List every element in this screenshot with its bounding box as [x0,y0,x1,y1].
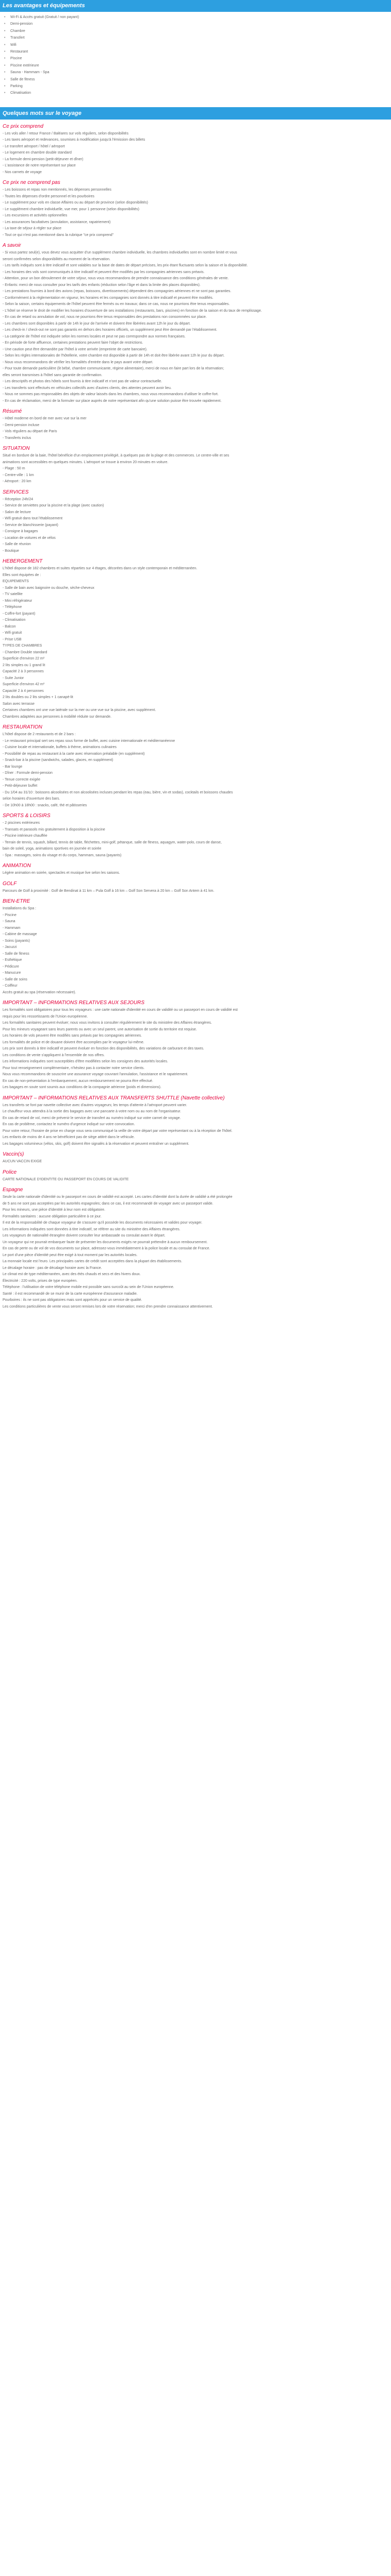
info-section [0,179,391,239]
section-line: CARTE NATIONALE D'IDENTITE OU PASSEPORT EN COURS DE VALIDITE [3,1177,129,1181]
section-line: Santé : il est recommandé de se munir de la carte européenne d'assurance maladie. [3,1292,138,1296]
section-line: EQUIPEMENTS [3,580,29,584]
section-line: - Nos carnets de voyage [3,170,42,174]
section-line: - La taxe de séjour à régler sur place [3,227,62,231]
section-line: Pour les mineurs voyageant sans leurs parents ou avec un seul parent, une autorisation de sortie du territoire est requise. [3,1027,197,1031]
section-line: - Jacuzzi [3,945,17,950]
section-line: En cas de problème, contactez le numéro d'urgence indiqué sur votre convocation. [3,1123,135,1127]
section-line: Capacité 2 à 4 personnes [3,689,44,693]
info-section [0,488,391,555]
section-line: - La formule demi-pension (petit-déjeuner et dîner) [3,157,84,161]
section-title: GOLF [3,880,17,887]
amenity-item: • Demi-pension [10,21,391,27]
section-line: - Wifi gratuit [3,631,22,635]
section-line: - Dîner : Formule demi-pension [3,771,53,775]
section-line: - Manucure [3,971,21,975]
section-line: - Conformément à la réglementation en vigueur, les horaires et les compagnies sont donnés à titre indicatif et peuvent être modifiés. [3,296,214,300]
section-line: seront confirmées selon disponibilités au moment de la réservation. [3,257,110,261]
info-section [0,445,391,485]
section-line: - Selon les règles internationales de l'hôtellerie, votre chambre est disponible à partir de 14h et doit être libérée avant 12h le jour du départ. [3,354,225,358]
section-line: - Le logement en chambre double standard [3,151,72,155]
section-line: - 2 piscines extérieures [3,821,40,825]
section-line: - TV satellite [3,592,23,597]
amenity-item: • Parking [10,83,391,90]
info-section [0,897,391,996]
section-line: L'hôtel dispose de 182 chambres et suites réparties sur 4 étages, décorées dans un style contemporain et méditerranéen. [3,567,198,571]
amenity-item: • Salle de fitness [10,76,391,83]
section-title: Ce prix ne comprend pas [3,180,60,186]
section-line: - Les taxes aéroport et redevances, soumises à modification jusqu'à l'émission des billets [3,138,145,142]
section-line: - Transats et parasols mis gratuitement à disposition à la piscine [3,827,105,832]
section-title: SITUATION [3,446,30,452]
section-title: Police [3,1169,17,1175]
section-line: En cas de retard de vol, merci de prévenir le service de transfert au numéro indiqué sur votre carnet de voyage. [3,1116,181,1120]
section-line: - Nous vous recommandons de vérifier les formalités d'entrée dans le pays avant votre départ. [3,360,153,364]
section-title: Ce prix comprend [3,123,43,129]
section-line: - Boutique [3,549,19,553]
amenity-item: • Restaurant [10,48,391,55]
section-line: Les informations indiquées sont données à titre indicatif, se référer au site du ministère des Affaires étrangères. [3,1227,181,1231]
section-line: selon horaires d'ouverture des bars. [3,797,60,801]
section-line: - Cuisine locale et internationale, buffets à thème, animations culinaires [3,745,117,750]
section-line: Légère animation en soirée, spectacles et musique live selon les saisons. [3,871,120,875]
section-line: - Salle de bain avec baignoire ou douche, sèche-cheveux [3,586,94,590]
section-line: Certaines chambres ont une vue latérale sur la mer ou une vue sur la piscine, avec supplément. [3,708,156,713]
section-line: - Pour toute demande particulière (lit bébé, chambre communicante, régime alimentaire), merci de nous en faire part lors de la réservation; [3,367,224,371]
section-line: - Les horaires des vols sont communiqués à titre indicatif et peuvent être modifiés par les compagnies aériennes sans préavis. [3,270,205,274]
section-line: - Service de blanchisserie (payant) [3,523,58,527]
section-line: - Les check-in / check-out ne sont pas garantis en dehors des horaires officiels, un supplément peut être demandé par l'établissement. [3,328,217,332]
section-line: Pour tout renseignement complémentaire, n'hésitez pas à contacter notre service clients. [3,1066,145,1070]
section-line: - Une caution peut être demandée par l'hôtel à votre arrivée (empreinte de carte bancaire). [3,347,148,351]
section-line: - Cabine de massage [3,933,37,937]
amenity-item: • Wi-Fi & Accès gratuit (Gratuit / non payant) [10,14,391,21]
section-line: - Hôtel moderne en bord de mer avec vue sur la mer [3,417,87,421]
section-line: - Les tarifs indiqués sont à titre indicatif et sont valables sur la base de dates de départ précises, les prix étant fluctuants selon la saison et la disponibilité. [3,264,248,268]
section-line: Le climat est de type méditerranéen, avec des étés chauds et secs et des hivers doux. [3,1273,141,1277]
section-line: - Le restaurant principal sert ses repas sous forme de buffet, avec cuisine internationale et méditerranéenne [3,739,175,743]
trip-sections [0,123,391,1311]
section-line: Le décalage horaire : pas de décalage horaire avec la France. [3,1266,102,1270]
section-line: - Salle de fitness [3,952,29,956]
section-line: - Salon de lecture [3,510,31,514]
section-line: Chambres adaptées aux personnes à mobilité réduite sur demande. [3,715,111,719]
section-line: - Suite Junior [3,676,24,680]
section-title: IMPORTANT – INFORMATIONS RELATIVES AUX SEJOURS [3,1000,145,1006]
section-line: animations sont accessibles en quelques minutes. L'aéroport se trouve à environ 20 minutes en voiture. [3,460,169,464]
section-line: - Tenue correcte exigée [3,777,41,782]
section-line: Les prix sont donnés à titre indicatif et peuvent évoluer en fonction des disponibilités, des variations de carburant et des taxes. [3,1047,204,1051]
section-line: - Prise USB [3,637,22,641]
section-line: Situé en bordure de la baie, l'hôtel bénéficie d'un emplacement privilégié, à quelques pas de la plage et des commerces. Le centre-ville et ses [3,454,230,458]
section-line: 2 lits simples ou 1 grand lit [3,663,45,667]
section-line: - Centre-ville : 1 km [3,473,34,477]
section-line: - Coiffeur [3,984,18,988]
section-line: Les enfants de moins de 4 ans ne bénéficient pas de siège attitré dans le véhicule. [3,1136,135,1140]
section-line: - Enfants: merci de nous consulter pour les tarifs des enfants (réduction selon l'âge et dans la limite des places disponibles). [3,283,201,287]
section-line: - Les boissons et repas non mentionnés, les dépenses personnelles [3,188,111,192]
section-line: Les bagages volumineux (vélos, skis, golf) doivent être signalés à la réservation et peuvent entraîner un supplément. [3,1142,189,1146]
section-line: - Coffre-fort (payant) [3,612,36,616]
section-line: Les conditions de vente s'appliquent à l'ensemble de nos offres. [3,1053,105,1057]
section-line: - Du 1/04 au 31/10 : boissons alcoolisées et non alcoolisées incluses pendant les repas (eau, bière, vin et sodas), cocktails et boissons chaudes [3,790,233,794]
info-section [0,1186,391,1310]
section-line: Les horaires de vols peuvent être modifiés sans préavis par les compagnies aériennes. [3,1034,142,1038]
section-line: - La catégorie de l'hôtel est indiquée selon les normes locales et peut ne pas correspondre aux normes françaises. [3,334,186,338]
section-line: - Salle de soins [3,977,27,981]
section-line: - Plage : 50 m [3,467,25,471]
section-line: - Spa : massages, soins du visage et du corps, hammam, sauna (payants) [3,853,122,857]
section-line: Pour les mineurs, une pièce d'identité à leur nom est obligatoire. [3,1208,106,1212]
section-line: requis pour les ressortissants de l'Union européenne. [3,1014,88,1019]
section-line: - Vols réguliers au départ de Paris [3,430,57,434]
info-section [0,557,391,720]
amenity-item: • Piscine extérieure [10,62,391,69]
section-line: - Selon la saison, certains équipements de l'hôtel peuvent être fermés ou en travaux; dans ce cas, nous ne pourrions être tenus responsables. [3,302,230,307]
section-line: Il est de la responsabilité de chaque voyageur de s'assurer qu'il possède les documents nécessaires et valides pour voyager. [3,1221,203,1225]
section-line: de 5 ans ne sont pas acceptées par les autorités espagnoles; dans ce cas, il est recommandé de voyager avec un passeport valide. [3,1201,214,1206]
section-line: Téléphone : l'utilisation de votre téléphone mobile est possible sans surcoût au sein de l'Union européenne. [3,1285,174,1290]
section-line: - Transferts inclus [3,436,31,440]
section-line: Les informations indiquées sont susceptibles d'être modifiées selon les consignes des autorités locales. [3,1060,168,1064]
section-line: Les transferts se font par navette collective avec d'autres voyageurs; les temps d'attente à l'aéroport peuvent varier. [3,1103,187,1107]
section-line: - Les excursions et activités optionnelles [3,214,68,218]
section-line: - Snack-bar à la piscine (sandwichs, salades, glaces, en supplément) [3,758,113,762]
section-line: - Le transfert aéroport / hôtel / aéroport [3,144,65,148]
section-line: - Salle de réunion [3,543,31,547]
section-line: - Tout ce qui n'est pas mentionné dans la rubrique "ce prix comprend" [3,233,114,237]
section-line: Les voyageurs de nationalité étrangère doivent consulter leur ambassade ou consulat avant le départ. [3,1234,166,1238]
section-title: RESTAURATION [3,724,42,731]
section-line: - L'assistance de notre représentant sur place [3,164,76,168]
section-title: A savoir [3,243,21,249]
section-line: - Hammam [3,926,21,930]
section-line: - Attention, pour un bon déroulement de votre séjour, nous vous recommandons de prendre connaissance des conditions générales de vente. [3,277,229,281]
amenity-item: • Climatisation [10,90,391,96]
section-line: Pour votre retour, l'horaire de prise en charge vous sera communiqué la veille de votre départ par votre représentant ou à la réception de l'hôtel. [3,1129,233,1133]
section-line: - Le supplément pour vols en classe Affaires ou au départ de province (selon disponibilités) [3,201,148,205]
amenities-list [0,14,391,97]
section-line: Accès gratuit au spa (réservation nécessaire). [3,990,76,994]
section-header-trip-info: Quelques mots sur le voyage [0,107,391,120]
section-line: - Nous ne sommes pas responsables des objets de valeur laissés dans les chambres, nous vous recommandons d'utiliser le coffre-fort. [3,393,219,397]
section-line: Les formalités sanitaires peuvent évoluer; nous vous invitons à consulter régulièrement le site du ministère des Affaires étrangères. [3,1021,212,1025]
section-line: - En cas de retard ou annulation de vol, nous ne pourrions être tenus responsables des prestations non consommées sur place. [3,315,207,319]
section-title: IMPORTANT – INFORMATIONS RELATIVES AUX TRANSFERTS SHUTTLE (Navette collective) [3,1095,225,1101]
section-line: - Bar lounge [3,765,23,769]
section-line: bain de soleil, yoga, animations sportives en journée et soirée [3,847,102,851]
section-line: Capacité 2 à 3 personnes [3,670,44,674]
section-line: L'hôtel dispose de 2 restaurants et de 2 bars : [3,733,76,737]
info-section [0,723,391,809]
section-line: - Les transferts sont effectués en véhicules collectifs avec d'autres clients, des attentes peuvent avoir lieu. [3,386,172,390]
section-line: Les conditions particulières de vente vous seront remises lors de votre réservation; merci d'en prendre connaissance attentivement. [3,1304,213,1309]
amenity-item: • Transfert [10,35,391,41]
section-line: Salon avec terrasse [3,702,35,706]
info-section [0,862,391,877]
section-line: - Les assurances facultatives (annulation, assistance, rapatriement) [3,220,111,224]
section-line: Installations du Spa : [3,907,36,911]
section-line: - Réception 24h/24 [3,497,34,501]
section-line: Superficie d'environ 42 m² [3,683,45,687]
section-line: - Balcon [3,624,16,629]
section-line: - Pédicure [3,964,19,969]
info-section [0,1168,391,1183]
info-section [0,242,391,404]
section-line: - Demi-pension incluse [3,423,40,427]
section-line: - Sauna [3,920,15,924]
section-header-advantages: Les avantages et équipements [0,0,391,12]
section-line: La monnaie locale est l'euro. Les principales cartes de crédit sont acceptées dans la plupart des établissements. [3,1260,183,1264]
section-line: Superficie d'environ 22 m² [3,657,45,661]
section-line: Parcours de Golf à proximité : Golf de Bendinat à 11 km – Pula Golf à 16 km – Golf Son Servera à 20 km – Golf Son Antem à 41 km. [3,889,215,893]
section-line: - Les descriptifs et photos des hôtels sont fournis à titre indicatif et n'ont pas de valeur contractuelle. [3,380,162,384]
info-section [0,1150,391,1165]
section-line: - Les prestations fournies à bord des avions (repas, boissons, divertissements) dépendent des compagnies aériennes et ne sont pas garanties. [3,290,232,294]
section-line: TYPES DE CHAMBRES [3,644,42,648]
section-title: Vaccin(s) [3,1151,24,1158]
section-line: - Les vols aller / retour France / Baléares sur vols réguliers, selon disponibilités [3,131,128,135]
section-line: - Esthétique [3,958,22,962]
section-line: En cas de perte ou de vol de vos documents sur place, adressez-vous immédiatement à la police locale et au consulat de France. [3,1247,210,1251]
info-section [0,123,391,176]
section-line: - Service de serviettes pour la piscine et la plage (avec caution) [3,504,104,508]
section-line: - Location de voitures et de vélos [3,536,56,540]
section-line: - Piscine [3,913,17,917]
section-line: - Aéroport : 20 km [3,480,31,484]
section-title: Résumé [3,409,22,415]
section-line: - Possibilité de repas au restaurant à la carte avec réservation préalable (en supplément) [3,752,145,756]
section-line: - Le supplément chambre individuelle, vue mer, pour 1 personne (selon disponibilités) [3,207,139,211]
section-line: - Soins (payants) [3,939,30,943]
section-line: Les bagages en soute sont soumis aux conditions de la compagnie aérienne (poids et dimensions). [3,1086,161,1090]
section-title: ANIMATION [3,863,31,869]
section-line: - Petit-déjeuner buffet [3,784,38,788]
section-line: Les formalités sont obligatoires pour tous les voyageurs : une carte nationale d'identité en cours de validité ou un passeport en cours de validité est [3,1008,238,1012]
info-section [0,999,391,1091]
section-line: AUCUN VACCIN EXIGE [3,1160,42,1164]
amenity-item: • Sauna - Hammam - Spa [10,69,391,76]
section-line: - Terrain de tennis, squash, billard, tennis de table, fléchettes, mini-golf, pétanque, salle de fitness, aquagym, water-polo, cours de danse, [3,840,222,844]
section-line: - Mini réfrigérateur [3,599,32,603]
section-line: Seule la carte nationale d'identité ou le passeport en cours de validité est accepté. Les cartes d'identité dont la durée de validité a été prolongée [3,1195,233,1199]
section-title: BIEN-ETRE [3,899,30,905]
section-title: HEBERGEMENT [3,558,43,565]
section-line: elles seront transmises à l'hôtel sans garantie de confirmation. [3,373,103,377]
info-section [0,1094,391,1148]
section-line: - Chambre Double standard [3,650,47,654]
info-section [0,812,391,859]
section-line: 2 lits doubles ou 2 lits simples + 1 canapé-lit [3,696,73,700]
info-section [0,880,391,895]
section-line: - Toutes les dépenses d'ordre personnel et les pourboires [3,194,94,198]
section-line: - Les chambres sont disponibles à partir de 14h le jour de l'arrivée et doivent être libérées avant 12h le jour du départ. [3,321,191,326]
section-line: Formalités sanitaires : aucune obligation particulière à ce jour. [3,1214,102,1218]
section-title: SPORTS & LOISIRS [3,813,51,819]
section-title: SERVICES [3,489,29,495]
amenity-item: • Wifi [10,42,391,48]
section-line: - Consigne à bagages [3,530,38,534]
section-line: - En cas de réclamation, merci de la formuler sur place auprès de notre représentant afin qu'une solution puisse être trouvée rapidement. [3,399,222,403]
section-line: Pourboires : ils ne sont pas obligatoires mais sont appréciés pour un service de qualité. [3,1298,142,1302]
section-line: En cas de non-présentation à l'embarquement, aucun remboursement ne pourra être effectué. [3,1079,153,1083]
section-line: - De 10h00 à 18h00 : snacks, café, thé et pâtisseries [3,803,87,807]
section-line: Elles sont équipées de : [3,573,41,577]
section-line: Le port d'une pièce d'identité peut être exigé à tout moment par les autorités locales. [3,1253,138,1257]
amenity-item: • Chambre [10,28,391,35]
section-line: - Piscine intérieure chauffée [3,834,47,838]
section-line: - En période de forte affluence, certaines prestations peuvent faire l'objet de restrictions. [3,341,143,345]
section-line: Nous vous recommandons de souscrire une assurance voyage couvrant l'annulation, l'assistance et le rapatriement. [3,1073,188,1077]
section-line: - L'hôtel se réserve le droit de modifier les horaires d'ouverture de ses installations (restaurants, bars, piscines) en fonction de la saison et du taux de remplissage. [3,309,262,313]
section-line: - Si vous partez seul(e), vous devez vous acquitter d'un supplément chambre individuelle, les chambres individuelles sont en nombre limité et vous [3,251,237,255]
section-line: - Téléphone [3,605,22,609]
section-line: Un voyageur qui ne pourrait embarquer faute de présenter les documents exigés ne pourrait prétendre à aucun remboursement. [3,1240,208,1244]
amenity-item: • Piscine [10,55,391,62]
section-line: - Climatisation [3,618,26,622]
section-line: Électricité : 220 volts, prises de type européen. [3,1279,78,1283]
info-section [0,408,391,442]
section-line: Le chauffeur vous attendra à la sortie des bagages avec une pancarte à votre nom ou au nom de l'organisateur. [3,1110,181,1114]
section-line: - Wifi gratuit dans tout l'établissement [3,517,63,521]
section-title: Espagne [3,1187,23,1193]
section-line: Les formalités de police et de douane doivent être accomplies par le voyageur lui-même. [3,1040,144,1044]
